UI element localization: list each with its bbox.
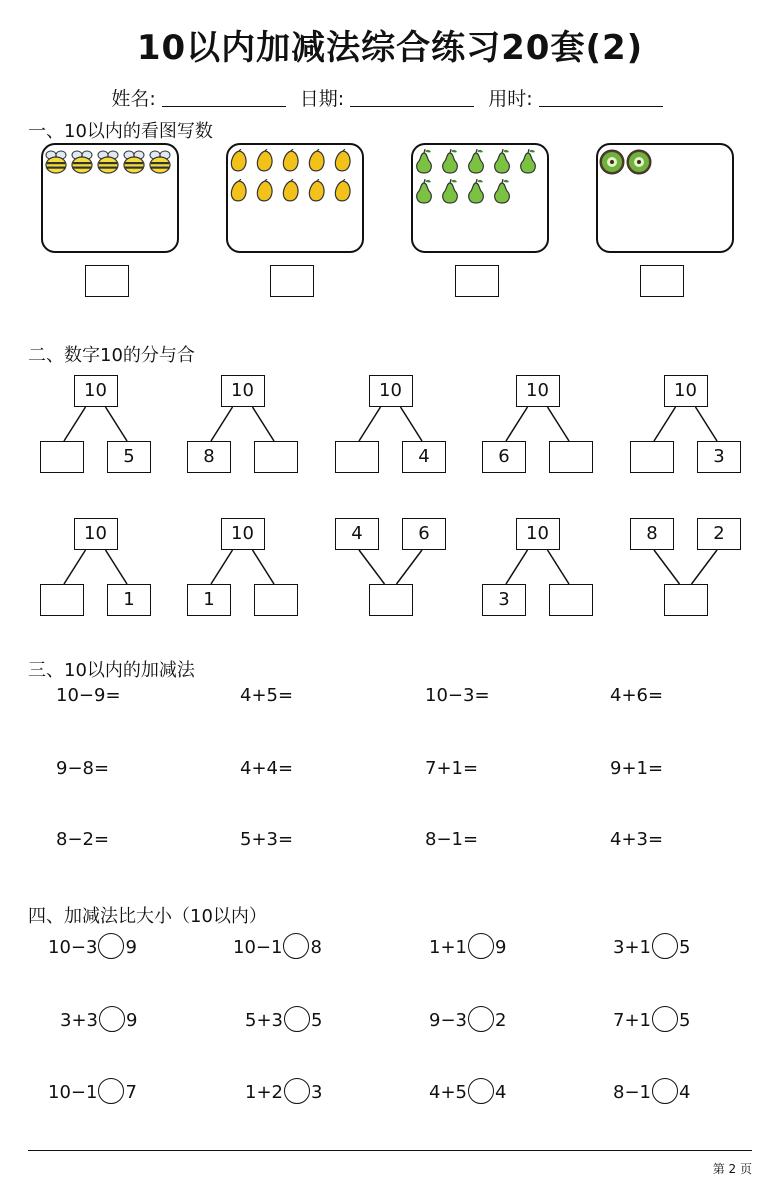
bond-answer-box[interactable] — [549, 584, 593, 616]
bond-number-box: 10 — [221, 375, 265, 407]
section-1-heading: 一、10以内的看图写数 — [28, 121, 213, 142]
bond-number-box: 10 — [664, 375, 708, 407]
arithmetic-problem[interactable]: 8−1= — [425, 829, 479, 850]
comparison-problem — [233, 933, 322, 959]
comparison-problem — [48, 933, 137, 959]
arithmetic-problem[interactable]: 9+1= — [610, 758, 664, 779]
bond-connector-line — [397, 550, 423, 584]
bond-connector-line — [692, 550, 718, 584]
bond-number-box: 10 — [74, 375, 118, 407]
comparison-problem — [245, 1078, 322, 1104]
bond-connector-line — [253, 550, 275, 584]
time-label: 用时: — [488, 88, 533, 110]
compare-answer-circle[interactable] — [284, 1006, 310, 1032]
compare-answer-circle[interactable] — [652, 1078, 678, 1104]
compare-answer-circle[interactable] — [283, 933, 309, 959]
left-expression: 1+2 — [245, 1082, 283, 1103]
section-2-heading: 二、数字10的分与合 — [28, 345, 195, 366]
bond-connector-line — [654, 550, 680, 584]
bond-number-box: 8 — [187, 441, 231, 473]
right-number: 8 — [310, 937, 322, 958]
arithmetic-problem[interactable]: 4+6= — [610, 685, 664, 706]
bond-connector-line — [106, 407, 128, 441]
bond-number-box: 4 — [335, 518, 379, 550]
right-number: 5 — [311, 1010, 323, 1031]
left-expression: 10−1 — [48, 1082, 98, 1103]
left-expression: 3+3 — [60, 1010, 98, 1031]
bond-number-box: 1 — [107, 584, 151, 616]
bond-number-box: 6 — [482, 441, 526, 473]
bond-answer-box[interactable] — [254, 441, 298, 473]
compare-answer-circle[interactable] — [468, 933, 494, 959]
left-expression: 9−3 — [429, 1010, 467, 1031]
bond-connector-line — [253, 407, 275, 441]
bond-number-box: 5 — [107, 441, 151, 473]
bond-answer-box[interactable] — [630, 441, 674, 473]
left-expression: 1+1 — [429, 937, 467, 958]
bond-connector-line — [506, 407, 528, 441]
footer-divider — [28, 1150, 752, 1151]
left-expression: 5+3 — [245, 1010, 283, 1031]
right-number: 4 — [679, 1082, 691, 1103]
section-3-heading: 三、10以内的加减法 — [28, 660, 195, 681]
comparison-problem — [245, 1006, 322, 1032]
arithmetic-problem[interactable]: 5+3= — [240, 829, 294, 850]
arithmetic-problem[interactable]: 9−8= — [56, 758, 110, 779]
bond-number-box: 3 — [482, 584, 526, 616]
bond-connector-line — [548, 550, 570, 584]
bond-answer-box[interactable] — [664, 584, 708, 616]
compare-answer-circle[interactable] — [468, 1078, 494, 1104]
arithmetic-problem[interactable]: 10−9= — [56, 685, 121, 706]
right-number: 7 — [125, 1082, 137, 1103]
compare-answer-circle[interactable] — [468, 1006, 494, 1032]
bond-number-box: 10 — [74, 518, 118, 550]
left-expression: 4+5 — [429, 1082, 467, 1103]
page-title: 10以内加减法综合练习20套(2) — [136, 28, 644, 68]
comparison-problem — [429, 1006, 506, 1032]
bond-connector-line — [211, 550, 233, 584]
arithmetic-problem[interactable]: 4+3= — [610, 829, 664, 850]
left-expression: 7+1 — [613, 1010, 651, 1031]
bond-connector-line — [64, 407, 86, 441]
bond-number-box: 1 — [187, 584, 231, 616]
bond-connector-line — [211, 407, 233, 441]
right-number: 9 — [126, 1010, 138, 1031]
bond-answer-box[interactable] — [40, 441, 84, 473]
arithmetic-problem[interactable]: 8−2= — [56, 829, 110, 850]
date-label: 日期: — [299, 88, 345, 110]
bond-connector-line — [654, 407, 676, 441]
bond-connector-line — [64, 550, 86, 584]
compare-answer-circle[interactable] — [652, 933, 678, 959]
right-number: 9 — [495, 937, 507, 958]
comparison-problem — [613, 1078, 690, 1104]
name-label: 姓名: — [111, 88, 156, 110]
bond-connector-line — [696, 407, 718, 441]
bond-answer-box[interactable] — [549, 441, 593, 473]
right-number: 5 — [679, 1010, 691, 1031]
comparison-problem — [613, 1006, 690, 1032]
bond-number-box: 10 — [369, 375, 413, 407]
right-number: 4 — [495, 1082, 507, 1103]
left-expression: 8−1 — [613, 1082, 651, 1103]
right-number: 9 — [125, 937, 137, 958]
right-number: 5 — [679, 937, 691, 958]
bond-answer-box[interactable] — [335, 441, 379, 473]
arithmetic-problem[interactable]: 4+4= — [240, 758, 294, 779]
bond-connector-line — [506, 550, 528, 584]
compare-answer-circle[interactable] — [99, 1006, 125, 1032]
compare-answer-circle[interactable] — [98, 1078, 124, 1104]
bond-number-box: 10 — [516, 518, 560, 550]
bond-number-box: 10 — [221, 518, 265, 550]
arithmetic-problem[interactable]: 7+1= — [425, 758, 479, 779]
bond-number-box: 10 — [516, 375, 560, 407]
bond-connector-line — [401, 407, 423, 441]
bond-connector-line — [359, 550, 385, 584]
compare-answer-circle[interactable] — [98, 933, 124, 959]
bond-connector-line — [548, 407, 570, 441]
section-4-heading: 四、加减法比大小（10以内） — [28, 906, 267, 927]
comparison-problem — [60, 1006, 137, 1032]
bond-answer-box[interactable] — [40, 584, 84, 616]
left-expression: 10−3 — [48, 937, 98, 958]
compare-answer-circle[interactable] — [284, 1078, 310, 1104]
bond-answer-box[interactable] — [369, 584, 413, 616]
bond-connector-line — [359, 407, 381, 441]
arithmetic-problem[interactable]: 10−3= — [425, 685, 490, 706]
left-expression: 3+1 — [613, 937, 651, 958]
left-expression: 10−1 — [233, 937, 283, 958]
bond-connector-line — [106, 550, 128, 584]
comparison-problem — [429, 933, 506, 959]
arithmetic-problem[interactable]: 4+5= — [240, 685, 294, 706]
bond-number-box: 2 — [697, 518, 741, 550]
right-number: 3 — [311, 1082, 323, 1103]
comparison-problem — [429, 1078, 506, 1104]
bond-number-box: 6 — [402, 518, 446, 550]
bond-number-box: 8 — [630, 518, 674, 550]
page-number: 第 2 页 — [712, 1162, 752, 1176]
comparison-problem — [48, 1078, 137, 1104]
bond-number-box: 3 — [697, 441, 741, 473]
bond-answer-box[interactable] — [254, 584, 298, 616]
right-number: 2 — [495, 1010, 507, 1031]
comparison-problem — [613, 933, 690, 959]
compare-answer-circle[interactable] — [652, 1006, 678, 1032]
bond-number-box: 4 — [402, 441, 446, 473]
